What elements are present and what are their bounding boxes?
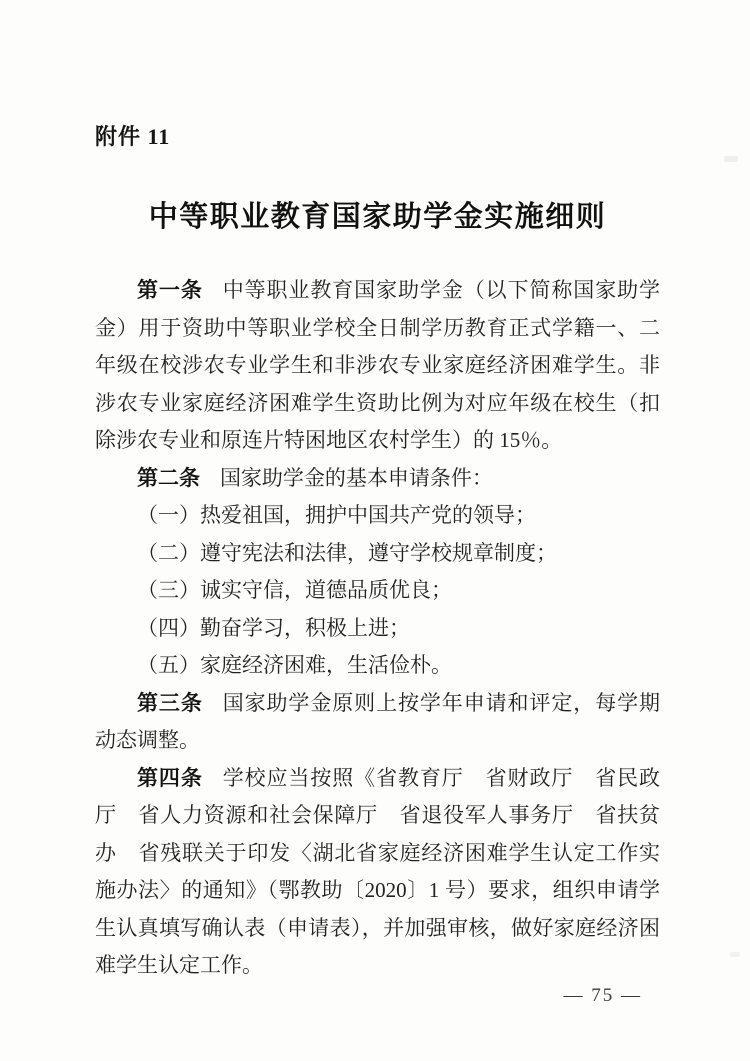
- scan-artifact: [724, 156, 738, 162]
- paragraph: [95, 610, 660, 648]
- article-number: 第三条: [137, 690, 203, 715]
- scan-artifact: [730, 952, 740, 957]
- article-number: 第一条: [137, 278, 203, 302]
- paragraph-text: 国家助学金的基本申请条件：: [219, 465, 493, 490]
- document-title: 中等职业教育国家助学金实施细则: [148, 201, 607, 233]
- paragraph-text: （五）家庭经济困难，生活俭朴。: [137, 653, 452, 677]
- article-number: 第四条: [137, 765, 203, 790]
- paragraph-text: （一）热爱祖国，拥护中国共产党的领导；: [137, 503, 536, 527]
- attachment-label: 附件 11: [95, 124, 171, 149]
- document-body: [95, 272, 660, 985]
- paragraph: [95, 572, 660, 610]
- paragraph: [95, 535, 660, 573]
- paragraph: [95, 647, 660, 685]
- paragraph-text: （四）勤奋学习，积极上进；: [137, 615, 410, 640]
- paragraph: [95, 685, 660, 760]
- paragraph-text: （三）诚实守信，道德品质优良；: [137, 578, 452, 602]
- page-number: — 75 —: [563, 984, 642, 1006]
- paragraph-text: 中等职业教育国家助学金（以下简称国家助学金）用于资助中等职业学校全日制学历教育正式学籍一、二年级在校涉农专业学生和非涉农专业家庭经济困难学生。非涉农专业家庭经济困难学生资助比例为对应年级在校生（扣除涉农专业和原连片特困地区农村学生）的 15％。: [95, 278, 661, 452]
- paragraph-text: （二）遵守宪法和法律，遵守学校规章制度；: [137, 540, 557, 565]
- article-number: 第二条: [137, 465, 200, 490]
- paragraph: [95, 272, 660, 460]
- paragraph: [95, 497, 660, 535]
- paragraph: [95, 760, 660, 985]
- paragraph-text: 学校应当按照《省教育厅 省财政厅 省民政厅 省人力资源和社会保障厅 省退役军人事务厅 省扶贫办 省残联关于印发〈湖北省家庭经济困难学生认定工作实施办法〉的通知》（鄂教助〔2020〕1 号）要求，组织申请学生认真填写确认表（申请表），并加强审核，做好家庭经济困难学生认定工作。: [95, 765, 661, 977]
- paragraph: [95, 460, 660, 498]
- paragraph-text: 国家助学金原则上按学年申请和评定，每学期动态调整。: [95, 690, 661, 752]
